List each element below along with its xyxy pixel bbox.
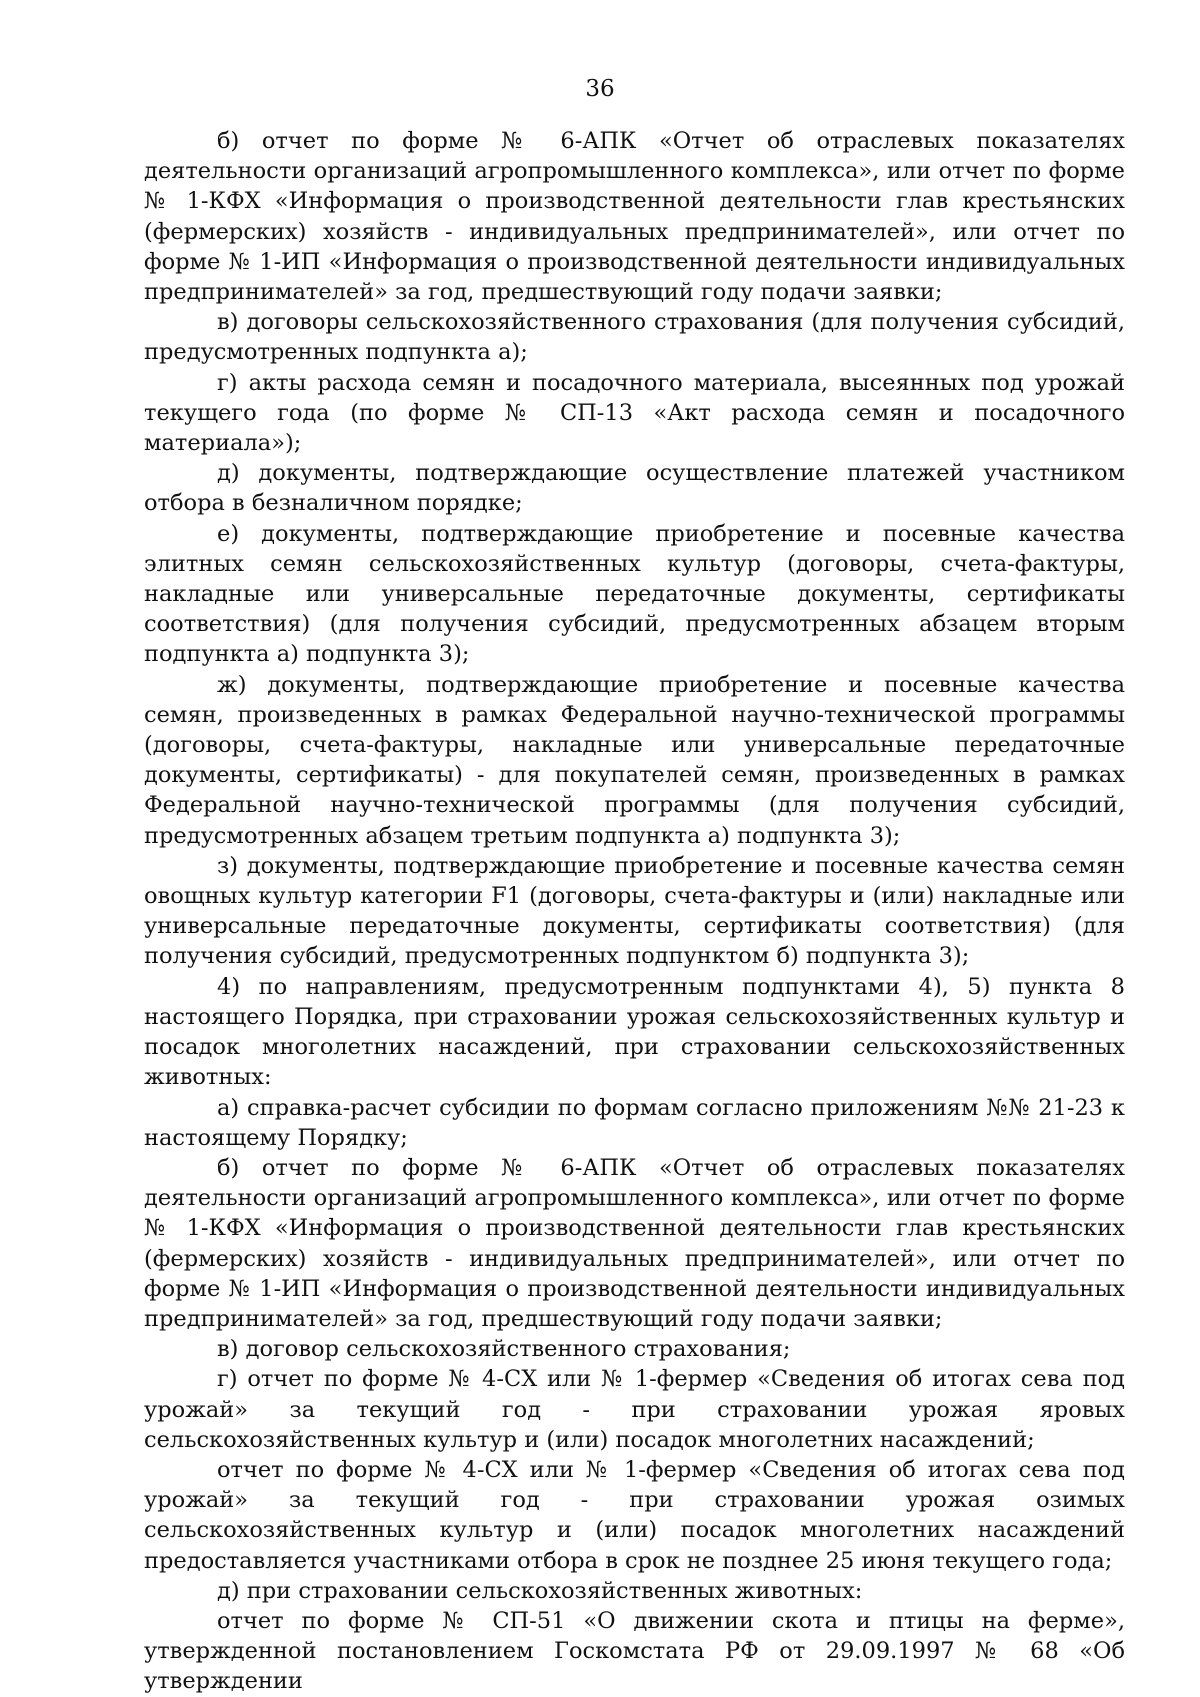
page-number: 36: [585, 76, 615, 102]
paragraph: з) документы, подтверждающие приобретение и посевные качества семян овощных культур категории F1 (договоры, счета-фактуры и (или) накладные или универсальные передаточные документы, сертификаты соответствия) (для получения субсидий, предусмотренных подпунктом б) подпункта 3);: [144, 852, 1125, 970]
paragraph: б) отчет по форме № 6-АПК «Отчет об отраслевых показателях деятельности организаций агропромышленного комплекса», или отчет по форме № 1-КФХ «Информация о производственной деятельности глав крестьянских (фермерских) хозяйств - индивидуальных предпринимателей», или отчет по форме № 1-ИП «Информация о производственной деятельности индивидуальных предпринимателей» за год, предшествующий году подачи заявки;: [144, 128, 1125, 306]
paragraph: в) договоры сельскохозяйственного страхования (для получения субсидий, предусмотренных подпункта а);: [144, 309, 1125, 366]
paragraph: 4) по направлениям, предусмотренным подпунктами 4), 5) пункта 8 настоящего Порядка, при страховании урожая сельскохозяйственных культур и посадок многолетних насаждений, при страховании сельскохозяйственных животных:: [144, 973, 1125, 1091]
paragraph: отчет по форме № СП-51 «О движении скота и птицы на ферме», утвержденной постановлением Госкомстата РФ от 29.09.1997 № 68 «Об утверждении: [144, 1607, 1125, 1695]
paragraph: д) документы, подтверждающие осуществление платежей участником отбора в безналичном порядке;: [144, 460, 1125, 517]
paragraph: г) акты расхода семян и посадочного материала, высеянных под урожай текущего года (по форме № СП-13 «Акт расхода семян и посадочного материала»);: [144, 369, 1125, 457]
paragraph: е) документы, подтверждающие приобретение и посевные качества элитных семян сельскохозяйственных культур (договоры, счета-фактуры, накладные или универсальные передаточные документы, сертификаты соответствия) (для получения субсидий, предусмотренных абзацем вторым подпункта а) подпункта 3);: [144, 520, 1125, 668]
paragraph: г) отчет по форме № 4-СХ или № 1-фермер «Сведения об итогах сева под урожай» за текущий год - при страховании урожая яровых сельскохозяйственных культур и (или) посадок многолетних насаждений;: [144, 1366, 1125, 1453]
paragraph: а) справка-расчет субсидии по формам согласно приложениям №№ 21-23 к настоящему Порядку;: [144, 1094, 1125, 1151]
document-body: [144, 126, 1125, 1697]
paragraph: ж) документы, подтверждающие приобретение и посевные качества семян, произведенных в рамках Федеральной научно-технической программы (договоры, счета-фактуры, накладные или универсальные передаточные документы, сертификаты) - для покупателей семян, произведенных в рамках Федеральной научно-технической программы (для получения субсидий, предусмотренных абзацем третьим подпункта а) подпункта 3);: [144, 671, 1125, 849]
paragraph: б) отчет по форме № 6-АПК «Отчет об отраслевых показателях деятельности организаций агропромышленного комплекса», или отчет по форме № 1-КФХ «Информация о производственной деятельности глав крестьянских (фермерских) хозяйств - индивидуальных предпринимателей», или отчет по форме № 1-ИП «Информация о производственной деятельности индивидуальных предпринимателей» за год, предшествующий году подачи заявки;: [144, 1154, 1125, 1332]
paragraph: отчет по форме № 4-СХ или № 1-фермер «Сведения об итогах сева под урожай» за текущий год - при страховании урожая озимых сельскохозяйственных культур и (или) посадок многолетних насаждений предоставляется участниками отбора в срок не позднее 25 июня текущего года;: [144, 1456, 1125, 1574]
paragraph: в) договор сельскохозяйственного страхования;: [217, 1336, 791, 1363]
paragraph: д) при страховании сельскохозяйственных животных:: [217, 1577, 863, 1604]
